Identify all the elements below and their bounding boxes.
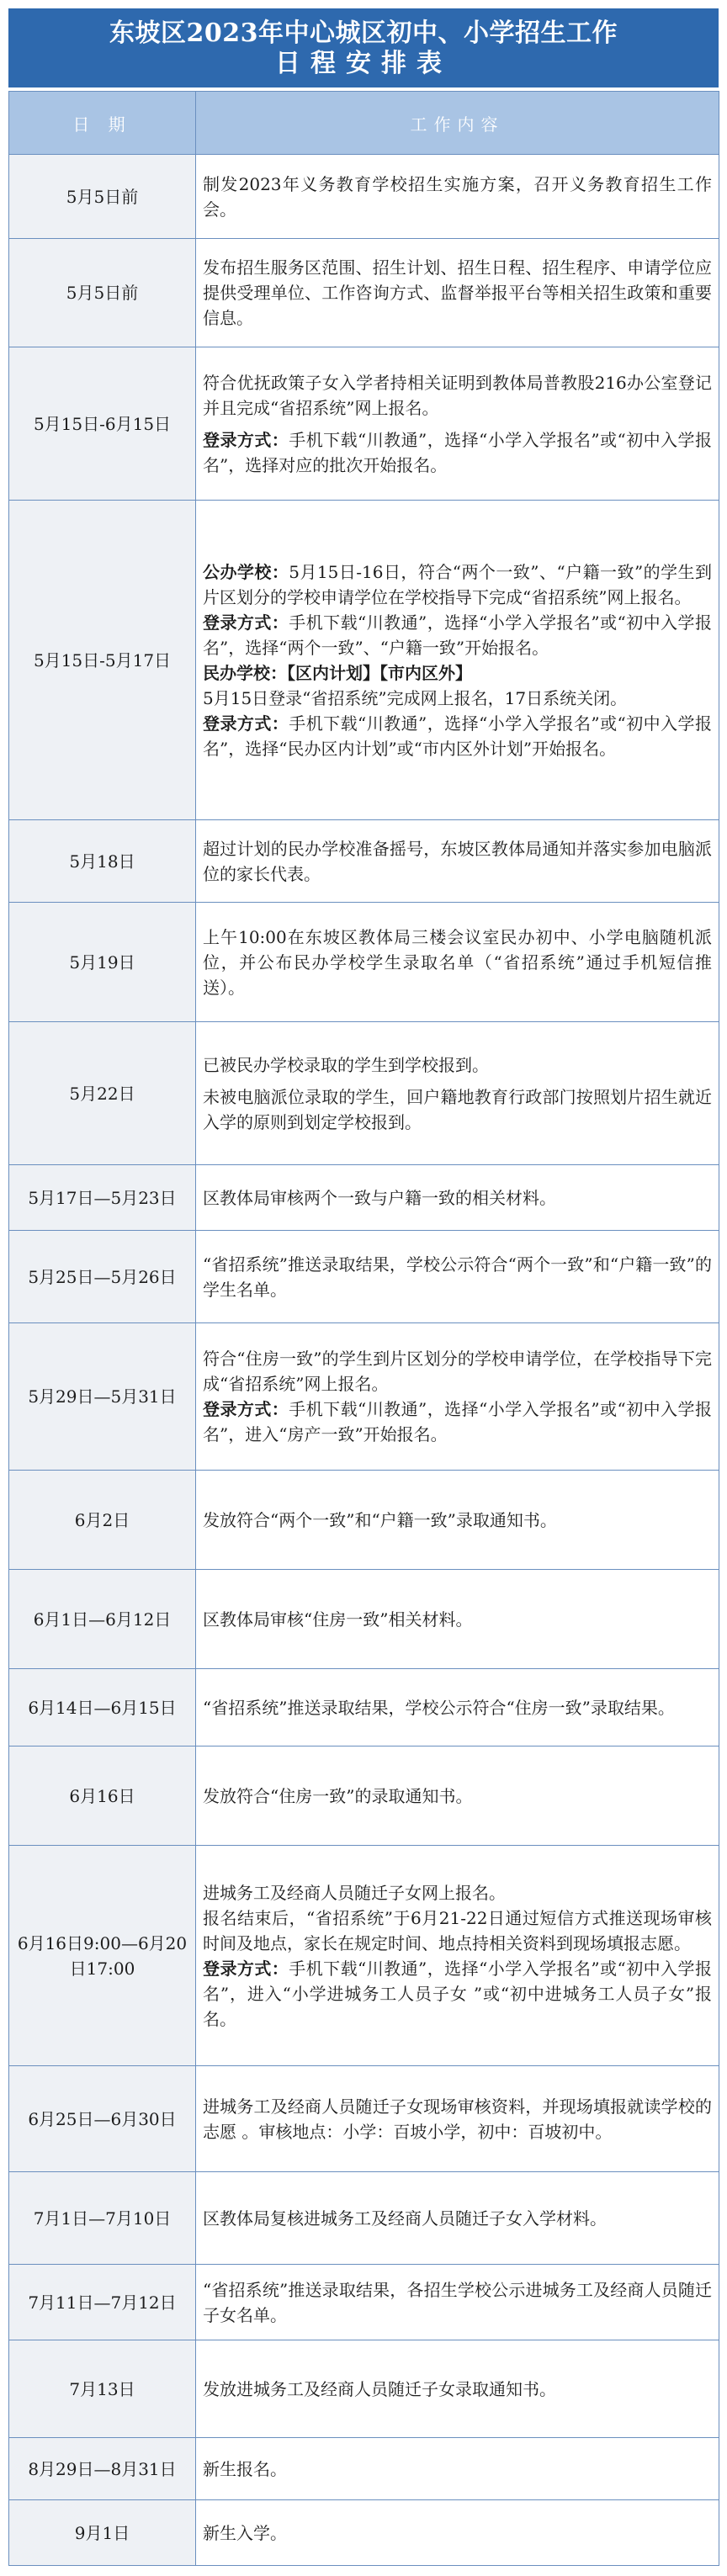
- table-row: [9, 239, 719, 347]
- title-line-1: 东坡区2023年中心城区初中、小学招生工作: [109, 19, 618, 48]
- row-content: 区教体局审核“住房一致”相关材料。: [196, 1570, 719, 1669]
- row-paragraph: [203, 610, 712, 660]
- label-login-method: 登录方式：: [203, 713, 289, 734]
- row-content: [196, 1323, 719, 1471]
- table-row: [9, 2066, 719, 2172]
- row-date: 8月29日—8月31日: [9, 2438, 196, 2500]
- row-date: 6月14日—6月15日: [9, 1669, 196, 1746]
- row-content: [196, 347, 719, 501]
- table-row: [9, 2438, 719, 2500]
- table-row: [9, 2500, 719, 2566]
- row-date: 5月17日—5月23日: [9, 1165, 196, 1231]
- table-row: [9, 1746, 719, 1846]
- paragraph-text: 【区内计划】【市内区外】: [287, 662, 472, 683]
- paragraph-text: 手机下载“川教通”，选择“小学入学报名”或“初中入学报名”，进入“小学进城务工人员子女 ”或“初中进城务工人员子女”报名。: [203, 1958, 713, 2029]
- row-paragraph: [203, 559, 712, 610]
- row-paragraph: [203, 1397, 712, 1447]
- label-login-method: 登录方式：: [203, 1958, 289, 1979]
- row-paragraph: 报名结束后，“省招系统”于6月21-22日通过短信方式推送现场审核时间及地点，家长在规定时间、地点持相关资料到现场填报志愿。: [203, 1907, 712, 1953]
- row-content: [196, 501, 719, 820]
- label-login-method: 登录方式：: [203, 612, 289, 633]
- row-content: 制发2023年义务教育学校招生实施方案，召开义务教育招生工作会。: [196, 155, 719, 239]
- row-date: 6月2日: [9, 1471, 196, 1570]
- row-paragraph: 已被民办学校录取的学生到学校报到。: [203, 1054, 489, 1075]
- row-content: “省招系统”推送录取结果，各招生学校公示进城务工及经商人员随迁子女名单。: [196, 2265, 719, 2340]
- row-content: 发放符合“住房一致”的录取通知书。: [196, 1746, 719, 1846]
- row-paragraph: 未被电脑派位录取的学生，回户籍地教育行政部门按照划片招生就近入学的原则到划定学校报到。: [203, 1086, 712, 1132]
- row-date: 5月18日: [9, 820, 196, 903]
- table-row: [9, 1323, 719, 1471]
- paragraph-text: 手机下载“川教通”，选择“小学入学报名”或“初中入学报名”，选择对应的批次开始报名。: [203, 429, 713, 475]
- row-content: 新生报名。: [196, 2438, 719, 2500]
- table-row: [9, 1669, 719, 1746]
- paragraph-text: 5月15日-16日，符合“两个一致”、“户籍一致”的学生到片区划分的学校申请学位在学校指导下完成“省招系统”网上报名。: [203, 561, 713, 607]
- row-content: 发放符合“两个一致”和“户籍一致”录取通知书。: [196, 1471, 719, 1570]
- table-row: [9, 347, 719, 501]
- paragraph-text: 手机下载“川教通”，选择“小学入学报名”或“初中入学报名”，进入“房产一致”开始报名。: [203, 1399, 713, 1444]
- row-date: 5月5日前: [9, 155, 196, 239]
- row-content: “省招系统”推送录取结果，学校公示符合“住房一致”录取结果。: [196, 1669, 719, 1746]
- row-date: 7月1日—7月10日: [9, 2172, 196, 2265]
- title-banner: [8, 8, 719, 87]
- row-date: 5月25日—5月26日: [9, 1231, 196, 1323]
- row-content: 新生入学。: [196, 2500, 719, 2566]
- row-content: “省招系统”推送录取结果，学校公示符合“两个一致”和“户籍一致”的学生名单。: [196, 1231, 719, 1323]
- row-content: 上午10:00在东坡区教体局三楼会议室民办初中、小学电脑随机派位，并公布民办学校学生录取名单（“省招系统”通过手机短信推送）。: [196, 903, 719, 1022]
- row-date: 5月15日-6月15日: [9, 347, 196, 501]
- row-date: 5月15日-5月17日: [9, 501, 196, 820]
- table-row: [9, 501, 719, 820]
- row-date: 6月16日9:00—6月20日17:00: [9, 1846, 196, 2066]
- row-paragraph: 符合“住房一致”的学生到片区划分的学校申请学位，在学校指导下完成“省招系统”网上报名。: [203, 1349, 712, 1394]
- schedule-table: [8, 91, 719, 2566]
- row-content: 区教体局复核进城务工及经商人员随迁子女入学材料。: [196, 2172, 719, 2265]
- row-paragraph: 5月15日登录“省招系统”完成网上报名，17日系统关闭。: [203, 687, 628, 708]
- table-row: [9, 1570, 719, 1669]
- row-paragraph: 进城务工及经商人员随迁子女网上报名。: [203, 1882, 506, 1903]
- header-date: 日 期: [9, 92, 196, 155]
- table-row: [9, 2172, 719, 2265]
- row-date: 6月1日—6月12日: [9, 1570, 196, 1669]
- row-date: 7月13日: [9, 2340, 196, 2438]
- row-date: 5月22日: [9, 1022, 196, 1165]
- label-public-school: 公办学校：: [203, 561, 289, 582]
- table-row: [9, 903, 719, 1022]
- table-row: [9, 1231, 719, 1323]
- table-header-row: [9, 92, 719, 155]
- row-content: 发布招生服务区范围、招生计划、招生日程、招生程序、申请学位应提供受理单位、工作咨询方式、监督举报平台等相关招生政策和重要信息。: [196, 239, 719, 347]
- row-date: 5月19日: [9, 903, 196, 1022]
- paragraph-text: 手机下载“川教通”，选择“小学入学报名”或“初中入学报名”，选择“民办区内计划”或“市内区外计划”开始报名。: [203, 713, 713, 759]
- row-paragraph: [203, 711, 712, 761]
- label-login-method: 登录方式：: [203, 1399, 289, 1419]
- row-content: 区教体局审核两个一致与户籍一致的相关材料。: [196, 1165, 719, 1231]
- row-paragraph: [203, 427, 712, 478]
- table-row: [9, 1165, 719, 1231]
- row-date: 9月1日: [9, 2500, 196, 2566]
- table-row: [9, 1022, 719, 1165]
- row-date: 5月5日前: [9, 239, 196, 347]
- paragraph-text: 手机下载“川教通”，选择“小学入学报名”或“初中入学报名”，选择“两个一致”、“户籍一致”开始报名。: [203, 612, 713, 658]
- table-row: [9, 1471, 719, 1570]
- label-login-method: 登录方式：: [203, 429, 289, 450]
- row-content: [196, 1022, 719, 1165]
- row-content: 发放进城务工及经商人员随迁子女录取通知书。: [196, 2340, 719, 2438]
- row-paragraph: [203, 660, 712, 686]
- row-date: 7月11日—7月12日: [9, 2265, 196, 2340]
- header-content: 工作内容: [196, 92, 719, 155]
- row-paragraph: 符合优抚政策子女入学者持相关证明到教体局普教股216办公室登记并且完成“省招系统”网上报名。: [203, 372, 712, 418]
- row-date: 6月25日—6月30日: [9, 2066, 196, 2172]
- row-date: 5月29日—5月31日: [9, 1323, 196, 1471]
- row-paragraph: [203, 1956, 712, 2032]
- title-line-2: 日程安排表: [275, 49, 452, 78]
- table-row: [9, 2340, 719, 2438]
- row-content: [196, 1846, 719, 2066]
- row-content: 进城务工及经商人员随迁子女现场审核资料，并现场填报就读学校的志愿 。审核地点：小学：百坡小学，初中：百坡初中。: [196, 2066, 719, 2172]
- label-private-school: 民办学校：: [203, 662, 287, 683]
- table-row: [9, 820, 719, 903]
- table-row: [9, 1846, 719, 2066]
- table-row: [9, 2265, 719, 2340]
- row-content: 超过计划的民办学校准备摇号，东坡区教体局通知并落实参加电脑派位的家长代表。: [196, 820, 719, 903]
- row-date: 6月16日: [9, 1746, 196, 1846]
- table-row: [9, 155, 719, 239]
